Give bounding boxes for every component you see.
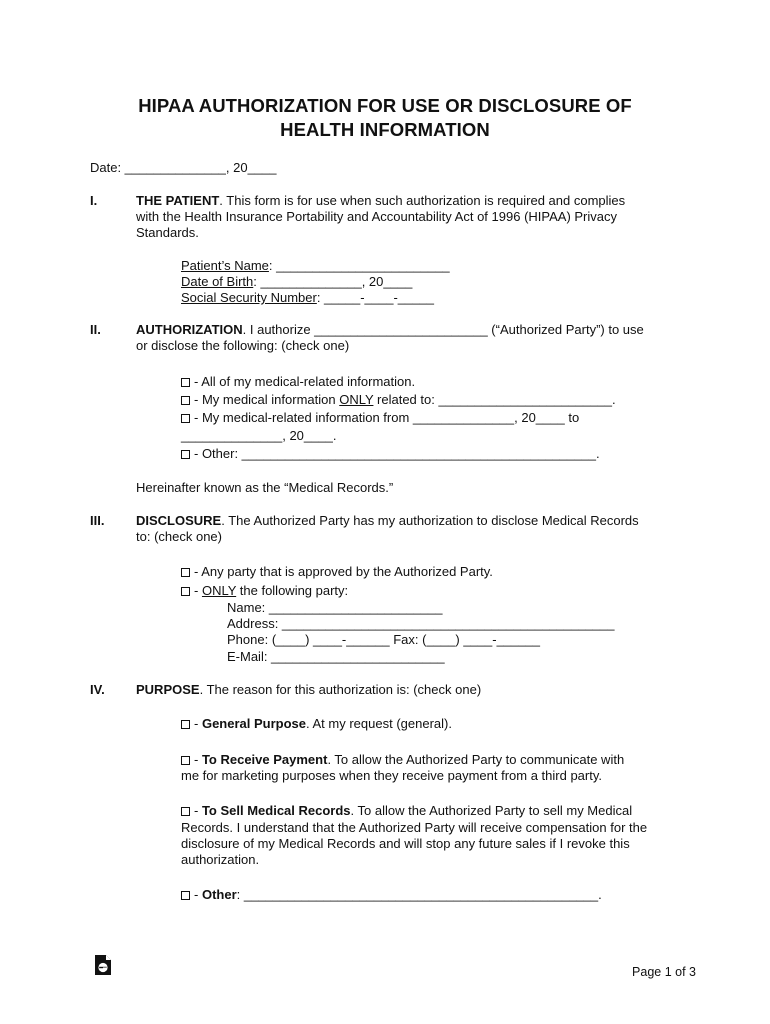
title-line-1: HIPAA AUTHORIZATION FOR USE OR DISCLOSURE OF bbox=[138, 95, 632, 116]
date-of-birth-field[interactable]: Date of Birth: ______________, 20____ bbox=[181, 274, 413, 289]
section-2-line-1[interactable]: AUTHORIZATION. I authorize ________________________ (“Authorized Party”) to use bbox=[136, 322, 644, 337]
checkbox[interactable] bbox=[181, 414, 190, 423]
section-3-numeral: III. bbox=[90, 513, 105, 528]
purpose-option-general[interactable]: - General Purpose. At my request (general). bbox=[181, 716, 452, 732]
purpose-option-payment-line-2: me for marketing purposes when they receive payment from a third party. bbox=[181, 768, 603, 783]
checkbox[interactable] bbox=[181, 720, 190, 729]
purpose-option-sell-line-2: Records. I understand that the Authorized Party will receive compensation for the bbox=[181, 820, 648, 835]
authorization-option-other[interactable]: - Other: _________________________________________________. bbox=[181, 446, 600, 462]
section-3-line-2: to: (check one) bbox=[136, 529, 222, 544]
party-name-field[interactable]: Name: ________________________ bbox=[227, 600, 443, 615]
authorization-option-date-range-line-2[interactable]: ______________, 20____. bbox=[181, 428, 337, 443]
patient-name-field[interactable]: Patient’s Name: ________________________ bbox=[181, 258, 450, 273]
authorization-option-date-range[interactable]: - My medical-related information from ______________, 20____ to bbox=[181, 410, 579, 426]
document-title bbox=[0, 94, 770, 142]
purpose-option-sell-line-4: authorization. bbox=[181, 852, 260, 867]
page-number: Page 1 of 3 bbox=[632, 965, 696, 979]
authorization-option-all[interactable]: - All of my medical-related information. bbox=[181, 374, 415, 390]
authorization-option-related[interactable]: - My medical information ONLY related to: ________________________. bbox=[181, 392, 616, 408]
section-4-heading: PURPOSE bbox=[136, 682, 200, 697]
date-line[interactable]: Date: ______________, 20____ bbox=[90, 160, 277, 175]
party-address-field[interactable]: Address: ______________________________________________ bbox=[227, 616, 615, 631]
purpose-option-sell-line-3: disclosure of my Medical Records and will stop any future sales if I revoke this bbox=[181, 836, 630, 851]
section-1-line-2: with the Health Insurance Portability and Accountability Act of 1996 (HIPAA) Privacy bbox=[136, 209, 617, 224]
disclosure-option-only[interactable]: - ONLY the following party: bbox=[181, 583, 348, 599]
section-2-numeral: II. bbox=[90, 322, 101, 337]
section-1-line-1: THE PATIENT. This form is for use when such authorization is required and complies bbox=[136, 193, 626, 208]
section-3-line-1: DISCLOSURE. The Authorized Party has my authorization to disclose Medical Records bbox=[136, 513, 639, 528]
checkbox[interactable] bbox=[181, 756, 190, 765]
eforms-logo-icon bbox=[94, 954, 112, 976]
party-phone-fax-field[interactable]: Phone: (____) ____-______ Fax: (____) ____-______ bbox=[227, 632, 540, 647]
purpose-option-payment[interactable]: - To Receive Payment. To allow the Authorized Party to communicate with bbox=[181, 752, 624, 768]
title-line-2: HEALTH INFORMATION bbox=[280, 119, 490, 140]
section-2-heading: AUTHORIZATION bbox=[136, 322, 243, 337]
section-2-line-2: or disclose the following: (check one) bbox=[136, 338, 350, 353]
checkbox[interactable] bbox=[181, 807, 190, 816]
checkbox[interactable] bbox=[181, 587, 190, 596]
section-1-numeral: I. bbox=[90, 193, 98, 208]
section-4-numeral: IV. bbox=[90, 682, 105, 697]
checkbox[interactable] bbox=[181, 568, 190, 577]
ssn-field[interactable]: Social Security Number: _____-____-_____ bbox=[181, 290, 434, 305]
checkbox[interactable] bbox=[181, 450, 190, 459]
section-1-heading: THE PATIENT bbox=[136, 193, 220, 208]
purpose-option-other[interactable]: - Other: _________________________________________________. bbox=[181, 887, 602, 903]
hereinafter-text: Hereinafter known as the “Medical Records.” bbox=[136, 480, 394, 495]
checkbox[interactable] bbox=[181, 378, 190, 387]
checkbox[interactable] bbox=[181, 891, 190, 900]
section-1-line-3: Standards. bbox=[136, 225, 199, 240]
purpose-option-sell[interactable]: - To Sell Medical Records. To allow the Authorized Party to sell my Medical bbox=[181, 803, 632, 819]
checkbox[interactable] bbox=[181, 396, 190, 405]
section-4-line-1: PURPOSE. The reason for this authorization is: (check one) bbox=[136, 682, 482, 697]
disclosure-option-any[interactable]: - Any party that is approved by the Authorized Party. bbox=[181, 564, 493, 580]
party-email-field[interactable]: E-Mail: ________________________ bbox=[227, 649, 445, 664]
section-3-heading: DISCLOSURE bbox=[136, 513, 222, 528]
